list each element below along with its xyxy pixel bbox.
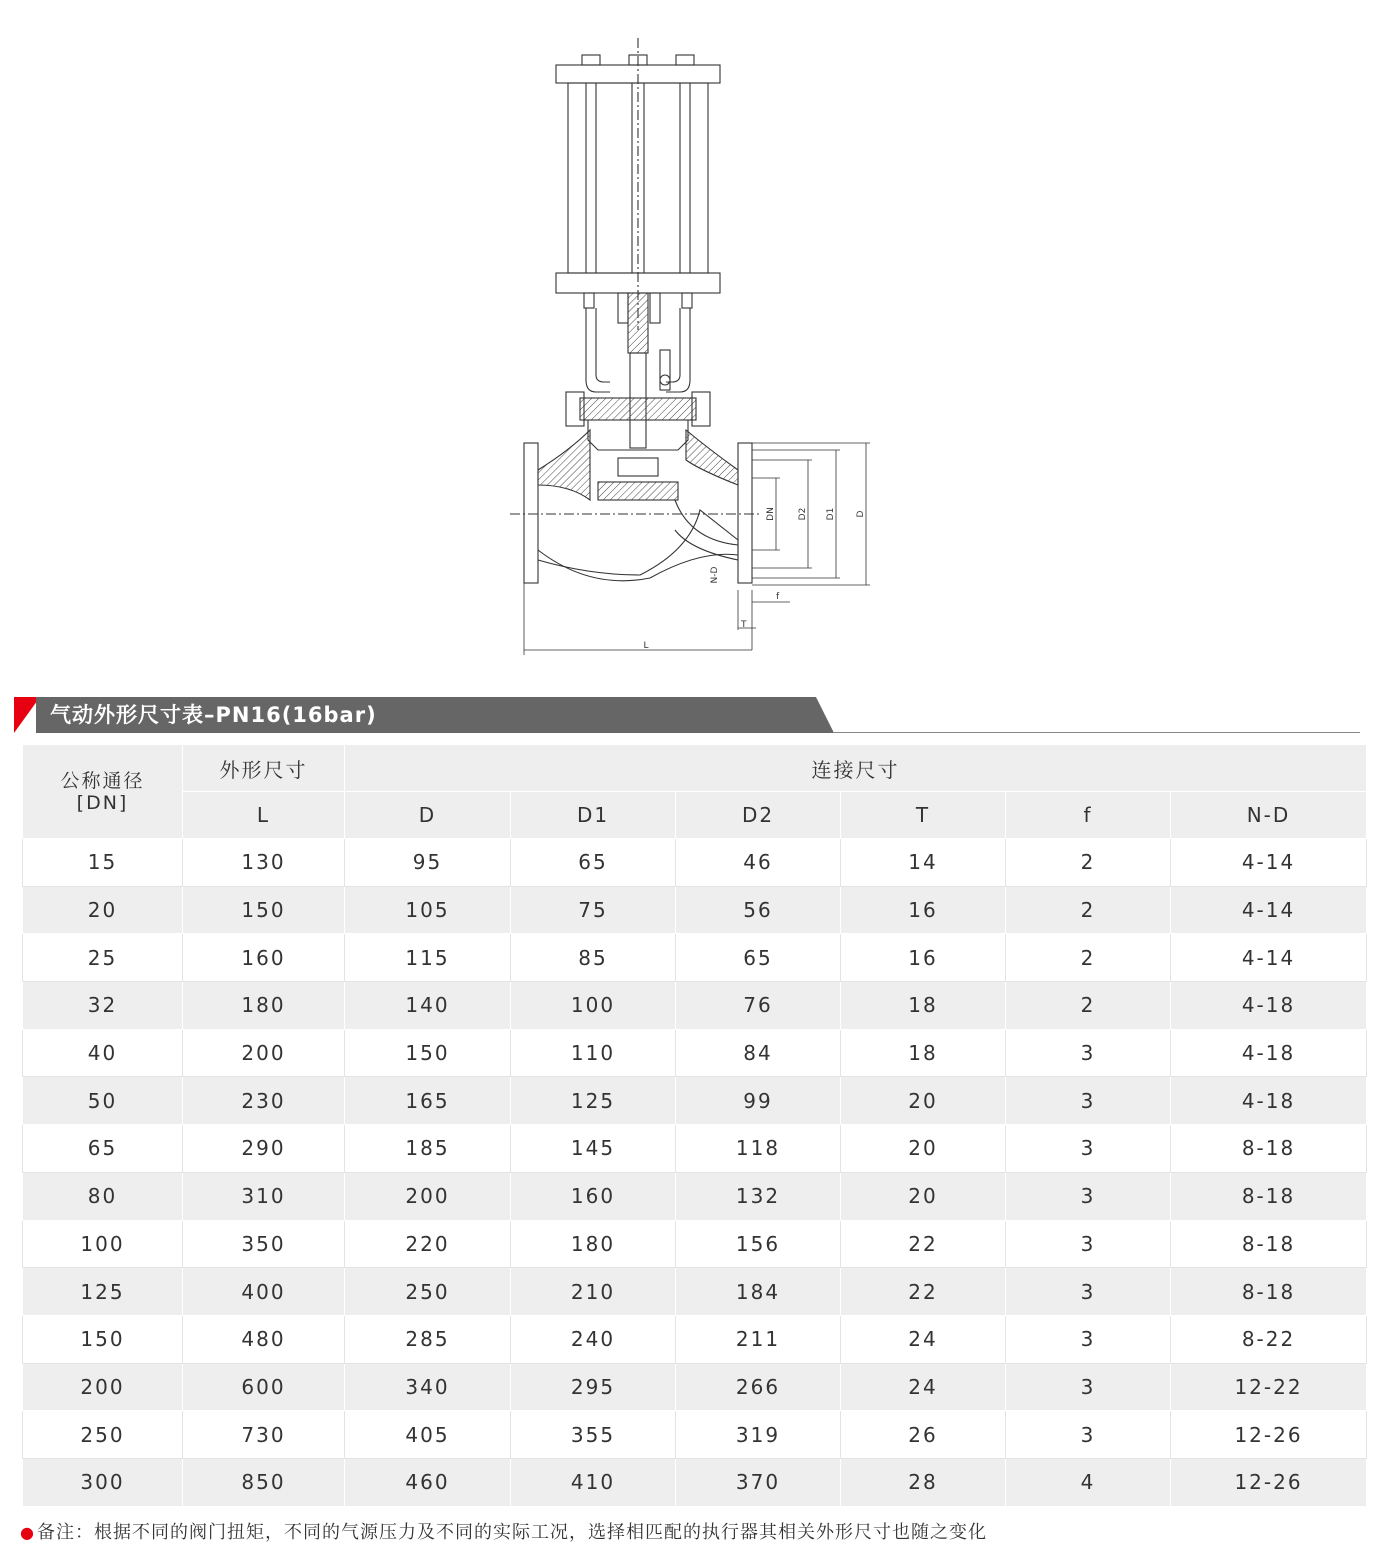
header-rule: [834, 732, 1360, 733]
table-cell: 18: [841, 982, 1006, 1030]
table-cell: 3: [1006, 1220, 1171, 1268]
table-row: [23, 1268, 1367, 1316]
table-cell: 730: [183, 1411, 345, 1459]
table-cell: 3: [1006, 1411, 1171, 1459]
table-cell: 3: [1006, 1077, 1171, 1125]
header-dn-label: 公称通径: [60, 769, 145, 792]
table-cell: 200: [23, 1363, 183, 1411]
table-cell: 405: [345, 1411, 511, 1459]
table-cell: 125: [23, 1268, 183, 1316]
dim-label-d: D: [856, 510, 866, 518]
table-cell: 46: [676, 839, 841, 887]
table-cell: 50: [23, 1077, 183, 1125]
table-cell: 2: [1006, 934, 1171, 982]
table-cell: 12-22: [1171, 1363, 1367, 1411]
table-cell: 165: [345, 1077, 511, 1125]
table-row: [23, 1125, 1367, 1173]
table-cell: 25: [23, 934, 183, 982]
column-header-f: f: [1006, 792, 1171, 839]
yoke-stem: [584, 293, 692, 448]
table-cell: 95: [345, 839, 511, 887]
table-cell: 160: [511, 1172, 676, 1220]
footnote: [20, 1518, 987, 1544]
table-cell: 20: [841, 1172, 1006, 1220]
table-cell: 22: [841, 1268, 1006, 1316]
table-cell: 14: [841, 839, 1006, 887]
table-row: [23, 1077, 1367, 1125]
table-cell: 15: [23, 839, 183, 887]
table-cell: 20: [23, 886, 183, 934]
table-cell: 240: [511, 1315, 676, 1363]
table-cell: 319: [676, 1411, 841, 1459]
table-cell: 4-18: [1171, 1029, 1367, 1077]
table-cell: 8-22: [1171, 1315, 1367, 1363]
table-cell: 156: [676, 1220, 841, 1268]
table-cell: 200: [183, 1029, 345, 1077]
table-cell: 350: [183, 1220, 345, 1268]
table-cell: 266: [676, 1363, 841, 1411]
column-header-d1: D1: [511, 792, 676, 839]
table-cell: 2: [1006, 982, 1171, 1030]
table-row: [23, 934, 1367, 982]
table-cell: 145: [511, 1125, 676, 1173]
table-cell: 3: [1006, 1363, 1171, 1411]
table-cell: 18: [841, 1029, 1006, 1077]
table-cell: 65: [676, 934, 841, 982]
dim-label-d1: D1: [826, 507, 836, 521]
table-cell: 2: [1006, 839, 1171, 887]
table-cell: 132: [676, 1172, 841, 1220]
table-cell: 20: [841, 1077, 1006, 1125]
table-cell: 185: [345, 1125, 511, 1173]
table-row: [23, 1029, 1367, 1077]
table-cell: 8-18: [1171, 1172, 1367, 1220]
table-cell: 99: [676, 1077, 841, 1125]
table-cell: 8-18: [1171, 1268, 1367, 1316]
dim-label-t: T: [741, 620, 747, 630]
dim-label-l: L: [643, 641, 649, 651]
column-header-d2: D2: [676, 792, 841, 839]
dim-label-dn: DN: [766, 507, 776, 521]
dim-label-f: f: [776, 592, 780, 602]
table-cell: 480: [183, 1315, 345, 1363]
dim-label-d2: D2: [798, 507, 808, 521]
header-dn-unit: [DN]: [76, 791, 129, 814]
table-cell: 28: [841, 1458, 1006, 1506]
table-cell: 118: [676, 1125, 841, 1173]
table-cell: 56: [676, 886, 841, 934]
table-cell: 100: [23, 1220, 183, 1268]
table-cell: 80: [23, 1172, 183, 1220]
dimension-table: [22, 744, 1367, 1507]
column-header-t: T: [841, 792, 1006, 839]
table-row: [23, 982, 1367, 1030]
actuator-cylinder: [556, 38, 720, 330]
table-cell: 3: [1006, 1029, 1171, 1077]
table-cell: 100: [511, 982, 676, 1030]
table-cell: 220: [345, 1220, 511, 1268]
table-cell: 4-14: [1171, 934, 1367, 982]
table-cell: 75: [511, 886, 676, 934]
table-cell: 20: [841, 1125, 1006, 1173]
table-cell: 150: [23, 1315, 183, 1363]
table-cell: 32: [23, 982, 183, 1030]
table-cell: 84: [676, 1029, 841, 1077]
table-cell: 460: [345, 1458, 511, 1506]
table-row: [23, 1458, 1367, 1506]
table-cell: 4-14: [1171, 839, 1367, 887]
table-cell: 150: [183, 886, 345, 934]
section-title: 气动外形尺寸表–PN16(16bar): [50, 703, 377, 727]
table-cell: 285: [345, 1315, 511, 1363]
table-cell: 3: [1006, 1172, 1171, 1220]
table-cell: 24: [841, 1363, 1006, 1411]
table-cell: 130: [183, 839, 345, 887]
table-cell: 115: [345, 934, 511, 982]
table-cell: 200: [345, 1172, 511, 1220]
header-outline-size: 外形尺寸: [183, 745, 345, 792]
table-row: [23, 1172, 1367, 1220]
table-cell: 230: [183, 1077, 345, 1125]
table-cell: 22: [841, 1220, 1006, 1268]
table-cell: 290: [183, 1125, 345, 1173]
footnote-text: 备注：根据不同的阀门扭矩，不同的气源压力及不同的实际工况，选择相匹配的执行器其相关外形尺寸也随之变化: [36, 1522, 987, 1543]
table-cell: 210: [511, 1268, 676, 1316]
table-cell: 85: [511, 934, 676, 982]
column-header-d: D: [345, 792, 511, 839]
table-cell: 250: [23, 1411, 183, 1459]
table-cell: 110: [511, 1029, 676, 1077]
table-row: [23, 1220, 1367, 1268]
table-cell: 125: [511, 1077, 676, 1125]
header-connection-size: 连接尺寸: [345, 745, 1367, 792]
table-cell: 160: [183, 934, 345, 982]
table-cell: 140: [345, 982, 511, 1030]
table-cell: 105: [345, 886, 511, 934]
table-cell: 16: [841, 934, 1006, 982]
table-row: [23, 839, 1367, 887]
column-header-l: L: [183, 792, 345, 839]
table-cell: 4-18: [1171, 1077, 1367, 1125]
table-cell: 355: [511, 1411, 676, 1459]
bullet-dot-icon: ●: [20, 1523, 35, 1542]
table-cell: 65: [511, 839, 676, 887]
table-cell: 600: [183, 1363, 345, 1411]
table-cell: 65: [23, 1125, 183, 1173]
header-nominal-diameter: [23, 745, 183, 839]
table-cell: 3: [1006, 1268, 1171, 1316]
table-cell: 370: [676, 1458, 841, 1506]
table-cell: 4: [1006, 1458, 1171, 1506]
table-cell: 340: [345, 1363, 511, 1411]
table-cell: 400: [183, 1268, 345, 1316]
table-cell: 40: [23, 1029, 183, 1077]
table-row: [23, 886, 1367, 934]
section-header: [14, 697, 1360, 737]
table-cell: 24: [841, 1315, 1006, 1363]
table-cell: 3: [1006, 1315, 1171, 1363]
table-body: [23, 839, 1367, 1507]
table-cell: 2: [1006, 886, 1171, 934]
table-cell: 300: [23, 1458, 183, 1506]
table-cell: 310: [183, 1172, 345, 1220]
table-row: [23, 1411, 1367, 1459]
table-cell: 3: [1006, 1125, 1171, 1173]
dim-label-nd: N-D: [710, 566, 720, 584]
table-cell: 12-26: [1171, 1458, 1367, 1506]
valve-body: [510, 430, 760, 583]
table-cell: 26: [841, 1411, 1006, 1459]
valve-technical-drawing: [500, 30, 890, 660]
table-cell: 850: [183, 1458, 345, 1506]
column-header-nd: N-D: [1171, 792, 1367, 839]
table-cell: 211: [676, 1315, 841, 1363]
table-cell: 295: [511, 1363, 676, 1411]
table-cell: 16: [841, 886, 1006, 934]
table-row: [23, 1363, 1367, 1411]
table-cell: 4-18: [1171, 982, 1367, 1030]
table-cell: 8-18: [1171, 1125, 1367, 1173]
table-cell: 180: [511, 1220, 676, 1268]
table-cell: 4-14: [1171, 886, 1367, 934]
table-row: [23, 1315, 1367, 1363]
table-cell: 180: [183, 982, 345, 1030]
table-cell: 8-18: [1171, 1220, 1367, 1268]
table-cell: 410: [511, 1458, 676, 1506]
table-cell: 184: [676, 1268, 841, 1316]
table-cell: 76: [676, 982, 841, 1030]
table-cell: 250: [345, 1268, 511, 1316]
table-cell: 150: [345, 1029, 511, 1077]
table-cell: 12-26: [1171, 1411, 1367, 1459]
